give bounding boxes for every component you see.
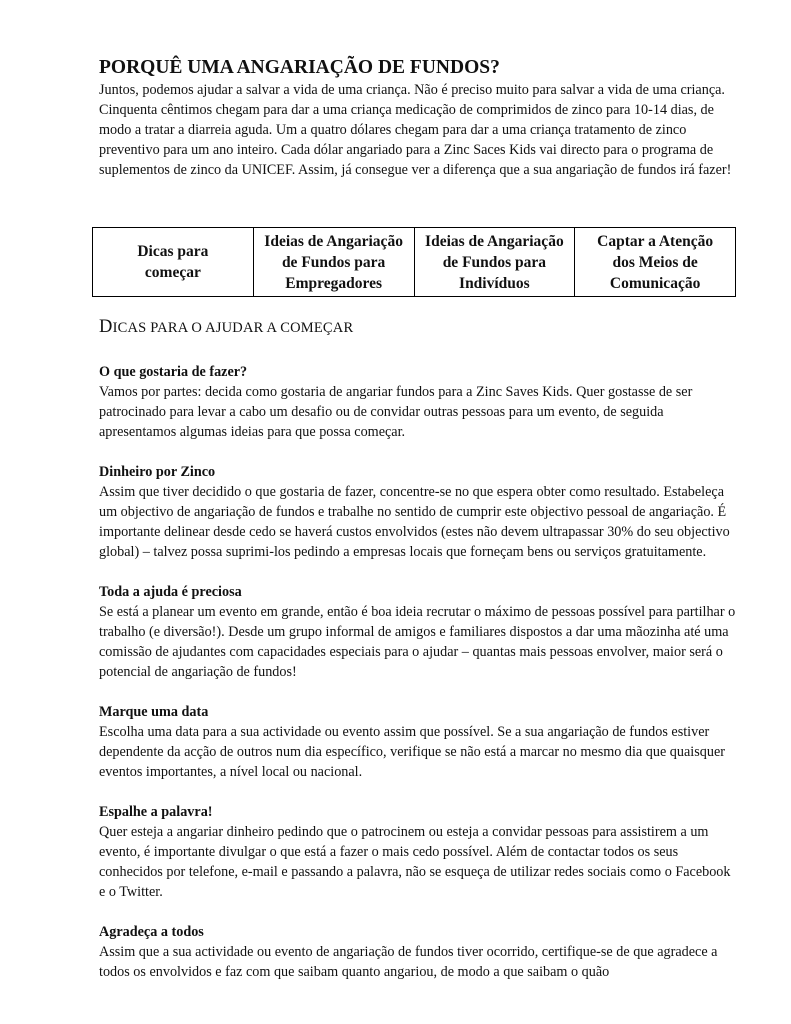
section-heading-initial: D [99, 317, 113, 337]
nav-cell-line: Comunicação [609, 274, 701, 292]
nav-cell-empregadores[interactable] [253, 228, 414, 297]
section-nav-table [92, 227, 736, 297]
section-heading [99, 317, 353, 338]
tip-heading: Espalhe a palavra! [99, 804, 213, 820]
nav-cell-line: de Fundos para [281, 253, 386, 271]
section-heading-rest: ICAS PARA O AJUDAR A COMEÇAR [112, 320, 354, 336]
page-title: PORQUÊ UMA ANGARIAÇÃO DE FUNDOS? [99, 57, 500, 78]
tip-heading: Agradeça a todos [99, 924, 204, 940]
nav-cell-line: Ideias de Angariação [264, 232, 403, 250]
nav-cell-line: Empregadores [285, 274, 382, 292]
tip-block [99, 462, 739, 562]
nav-cell-dicas[interactable] [93, 228, 254, 297]
nav-cell-individuos[interactable] [414, 228, 575, 297]
tip-body: Escolha uma data para a sua actividade ou evento assim que possível. Se a sua angariação de fundos estiver dependente da acção de outros num dia específico, verifique se não está a marcar no mesmo dia que quaisquer eventos importantes, a nível local ou nacional. [99, 724, 725, 780]
tip-heading: Dinheiro por Zinco [99, 464, 216, 480]
tip-heading: Marque uma data [99, 704, 209, 720]
tip-heading: Toda a ajuda é preciosa [99, 584, 242, 600]
tip-body: Quer esteja a angariar dinheiro pedindo que o patrocinem ou esteja a convidar pessoas para assistirem a um evento, é importante divulgar o que está a fazer o mais cedo possível. Além de contactar todos os seus conhecidos por telefone, e-mail e passando a palavra, não se esqueça de utilizar redes sociais como o Facebook e o Twitter. [99, 824, 731, 900]
tip-body: Assim que a sua actividade ou evento de angariação de fundos tiver ocorrido, certifique-se de que agradece a todos os envolvidos e faz com que saibam quanto angariou, de modo a que saibam o quão [99, 944, 718, 980]
tip-body: Vamos por partes: decida como gostaria de angariar fundos para a Zinc Saves Kids. Quer gostasse de ser patrocinado para levar a cabo um desafio ou de convidar outras pessoas para um evento, de seguida apresentamos algumas ideias para que possa começar. [99, 384, 693, 440]
tip-block [99, 802, 739, 902]
nav-cell-line: Dicas para [137, 243, 209, 260]
tip-block [99, 582, 739, 682]
document-page [99, 56, 739, 980]
nav-cell-line: começar [144, 264, 201, 281]
tip-block [99, 362, 739, 442]
tip-block [99, 922, 739, 982]
intro-paragraph: Juntos, podemos ajudar a salvar a vida de uma criança. Não é preciso muito para salvar a vida de uma criança. Cinquenta cêntimos chegam para dar a uma criança medicação de comprimidos de zinco para 10-14 dias, de modo a tratar a diarreia aguda. Um a quatro dólares chegam para dar a uma criança tratamento de zinco preventivo para um ano inteiro. Cada dólar angariado para a Zinc Saces Kids vai directo para o programa de suplementos de zinco da UNICEF. Assim, já consegue ver a diferença que a sua angariação de fundos irá fazer! [99, 82, 732, 178]
tips-list [99, 362, 739, 1002]
tip-body: Assim que tiver decidido o que gostaria de fazer, concentre-se no que espera obter como resultado. Estabeleça um objectivo de angariação de fundos e trabalhe no sentido de cumprir este objectivo pessoal de angariação. É importante delinear desde cedo se haverá custos envolvidos (estes não devem ultrapassar 30% do seu objectivo global) – talvez possa suprimi-los pedindo a empresas locais que forneçam bens ou serviços gratuitamente. [99, 484, 730, 560]
nav-cell-line: dos Meios de [612, 253, 698, 271]
nav-cell-line: de Fundos para [442, 253, 547, 271]
nav-cell-media[interactable] [575, 228, 736, 297]
nav-cell-line: Ideias de Angariação [425, 232, 564, 250]
tip-block [99, 702, 739, 782]
tip-heading: O que gostaria de fazer? [99, 364, 248, 380]
tip-body: Se está a planear um evento em grande, então é boa ideia recrutar o máximo de pessoas possível para partilhar o trabalho (e diversão!). Desde um grupo informal de amigos e familiares dispostos a dar uma mãozinha até uma comissão de ajudantes com capacidades especiais para o ajudar – quantas mais pessoas envolver, maior será o potencial de angariação de fundos! [99, 604, 736, 680]
nav-cell-line: Captar a Atenção [597, 232, 714, 250]
nav-cell-line: Indivíduos [459, 274, 530, 292]
